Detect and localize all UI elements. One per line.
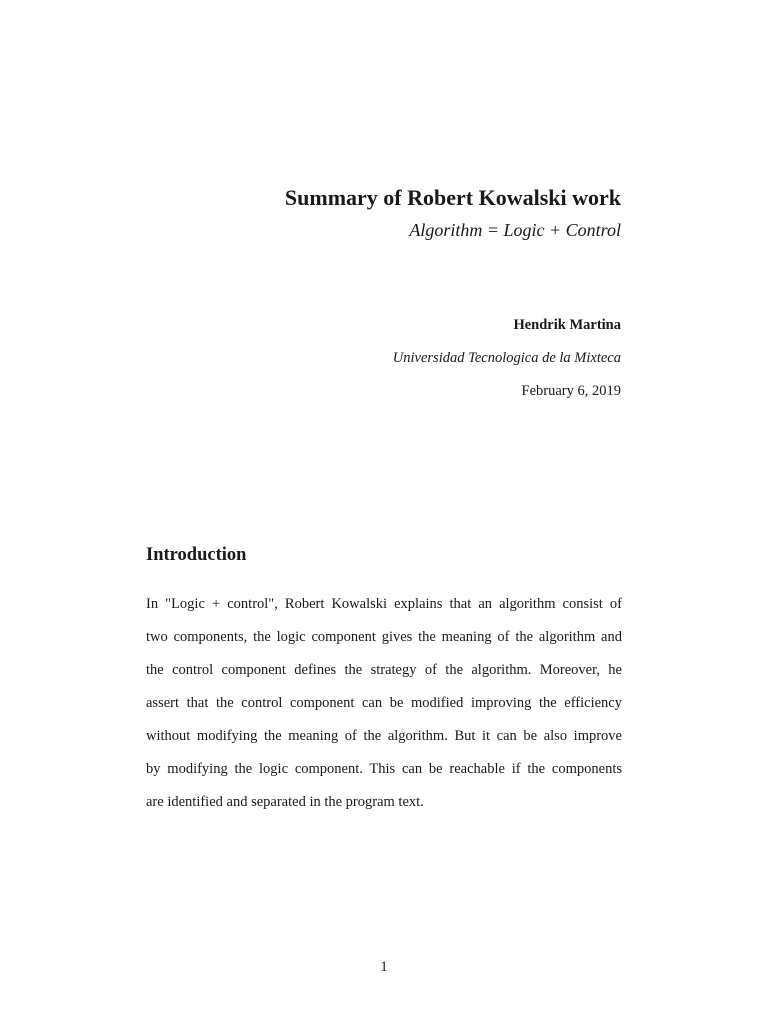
paragraph-line: In "Logic + control", Robert Kowalski explains that an algorithm consist of <box>146 596 622 612</box>
author-name: Hendrik Martina <box>513 317 621 333</box>
paragraph-line: by modifying the logic component. This can be reachable if the components <box>146 761 622 777</box>
document-date: February 6, 2019 <box>521 383 621 399</box>
paragraph-line: without modifying the meaning of the algorithm. But it can be also improve <box>146 728 622 744</box>
title-block <box>285 184 621 242</box>
document-subtitle: Algorithm = Logic + Control <box>409 220 621 240</box>
paragraph-line: two components, the logic component gives the meaning of the algorithm and <box>146 629 622 645</box>
paragraph-line: assert that the control component can be modified improving the efficiency <box>146 695 622 711</box>
page-number: 1 <box>380 959 388 975</box>
introduction-paragraph <box>146 592 622 823</box>
paragraph-line: are identified and separated in the program text. <box>146 794 424 810</box>
author-block <box>393 315 621 401</box>
author-affiliation: Universidad Tecnologica de la Mixteca <box>392 350 621 366</box>
document-title: Summary of Robert Kowalski work <box>284 185 621 210</box>
section-heading-introduction: Introduction <box>146 545 247 565</box>
paragraph-line: the control component defines the strategy of the algorithm. Moreover, he <box>146 662 622 678</box>
